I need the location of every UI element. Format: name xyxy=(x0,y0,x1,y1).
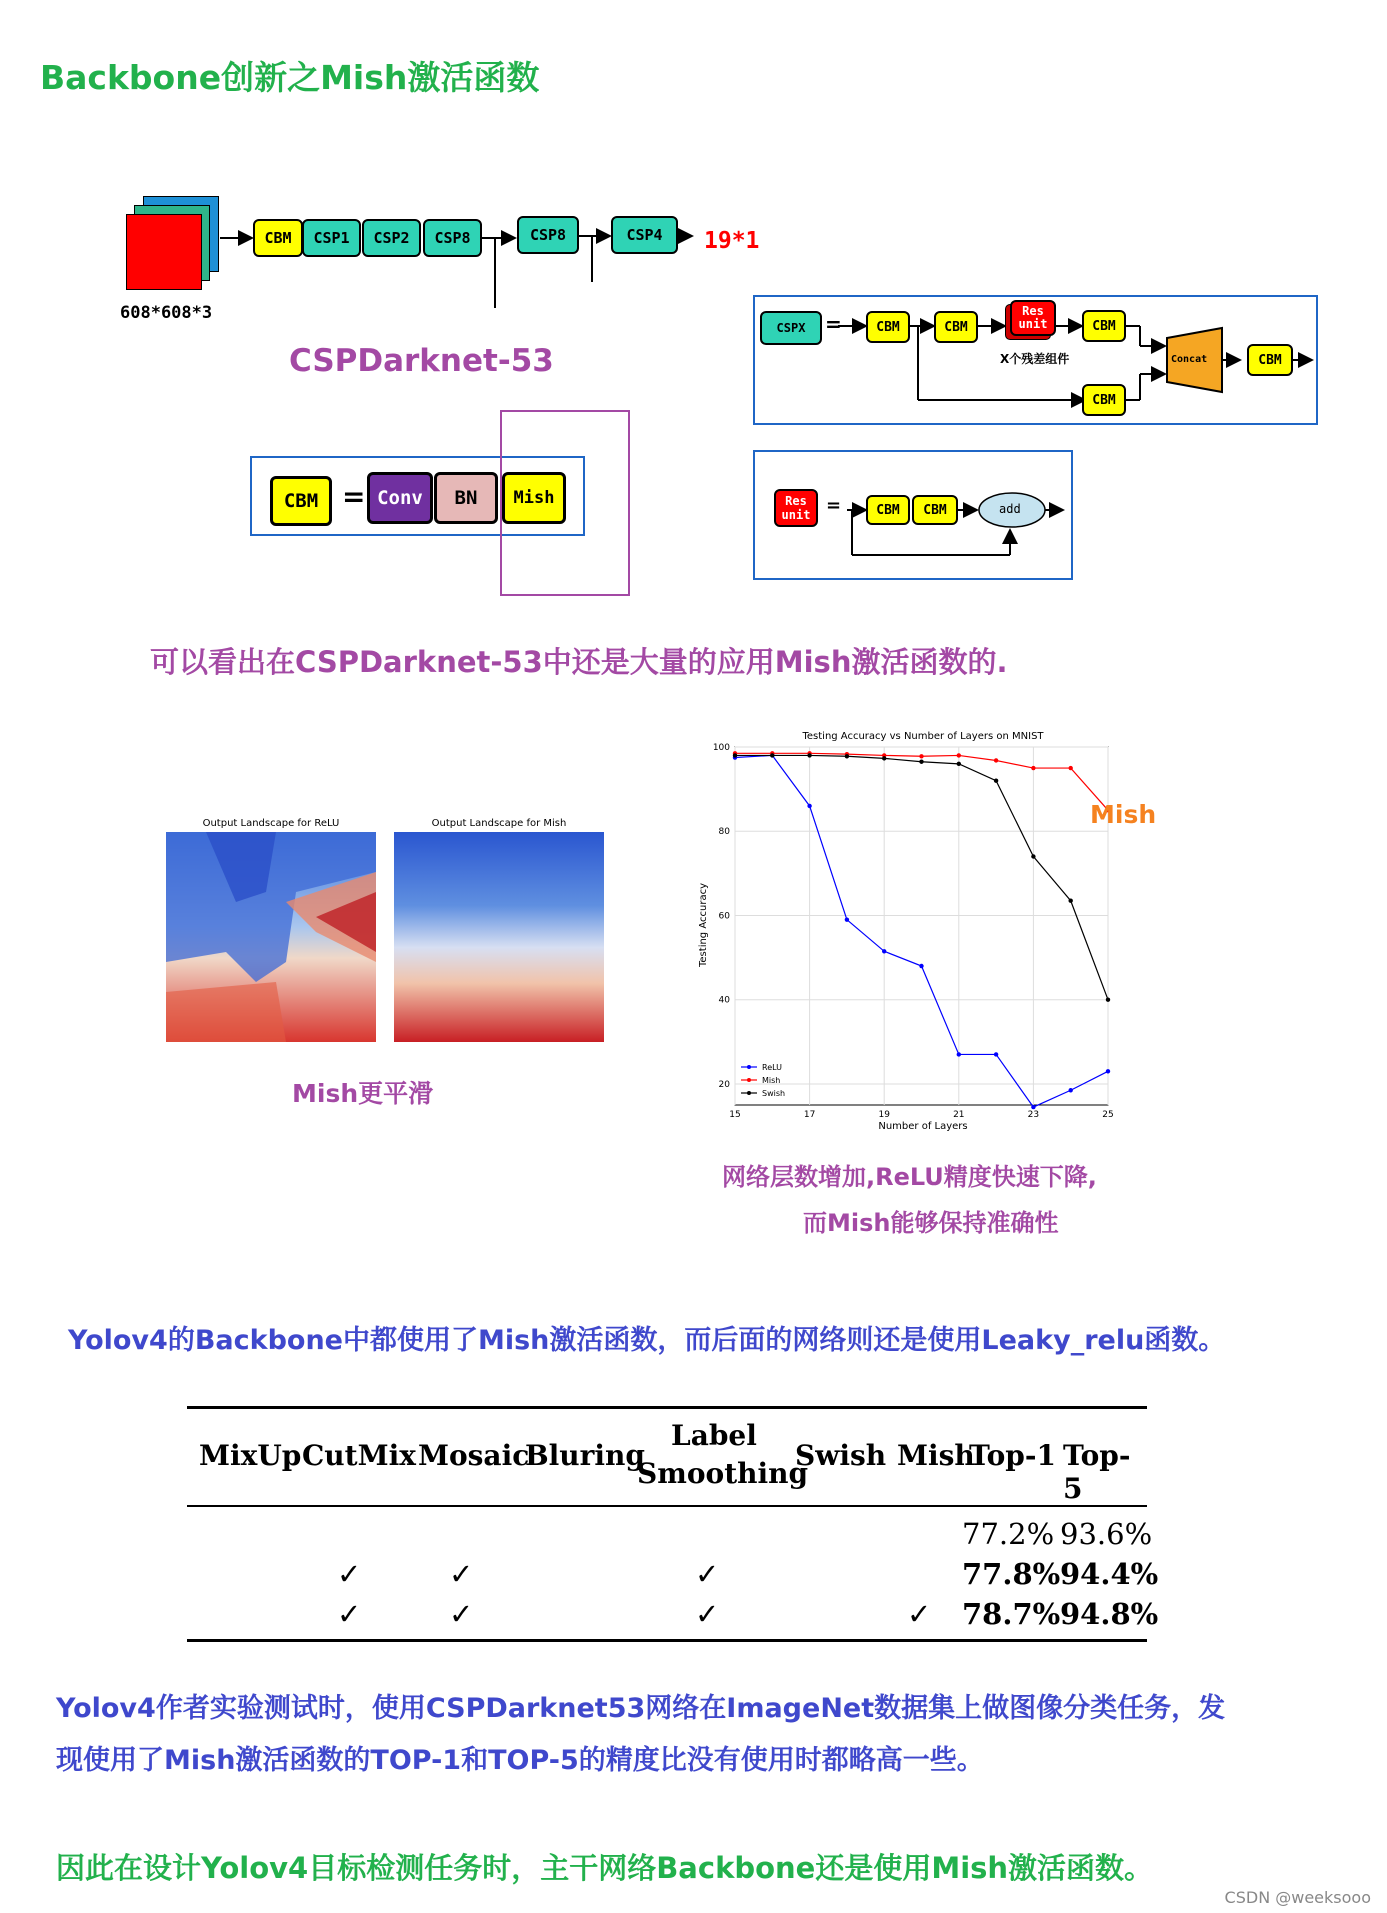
table-row xyxy=(187,1517,1153,1557)
row3-label-smoothing-check: ✓ xyxy=(695,1597,720,1631)
chart-point-mish xyxy=(1031,766,1035,770)
table-body xyxy=(187,1507,1159,1639)
backbone-block-csp8-a: CSP8 xyxy=(423,219,482,257)
chart-point-swish xyxy=(807,753,811,757)
header-cutmix: CutMix xyxy=(302,1439,416,1472)
resunit-cbm-1: CBM xyxy=(866,495,910,525)
chart-legend xyxy=(741,1063,785,1098)
row1-top5: 93.6% xyxy=(1060,1517,1153,1551)
header-mish: Mish xyxy=(897,1439,975,1472)
page-title: Backbone创新之Mish激活函数 xyxy=(40,58,540,97)
chart-point-relu xyxy=(1106,1069,1110,1073)
chart-series-line-swish xyxy=(735,755,1108,999)
note-experiment-line2: 现使用了Mish激活函数的TOP-1和TOP-5的精度比没有使用时都略高一些。 xyxy=(56,1745,984,1776)
landscape-caption: Mish更平滑 xyxy=(292,1079,434,1108)
chart-legend-marker-relu xyxy=(747,1065,751,1069)
note-leaky-relu: Yolov4的Backbone中都使用了Mish激活函数，而后面的网络则还是使用Leaky_relu函数。 xyxy=(68,1325,1226,1356)
row3-mixup-check: ✓ xyxy=(337,1597,362,1631)
chart-xtick-label: 15 xyxy=(729,1110,741,1120)
chart-point-relu xyxy=(845,917,849,921)
chart-xtick-label: 21 xyxy=(953,1110,965,1120)
backbone-block-csp8-b: CSP8 xyxy=(517,216,579,254)
chart-legend-label-relu: ReLU xyxy=(762,1063,783,1072)
row1-top1: 77.2% xyxy=(962,1517,1055,1551)
header-label: Label xyxy=(671,1419,757,1452)
chart-point-swish xyxy=(770,753,774,757)
chart-frame xyxy=(735,747,1108,1105)
resunit-lhs-line1: Res xyxy=(785,494,807,508)
cspx-cbm-3: CBM xyxy=(1082,310,1126,342)
chart-ytick-label: 40 xyxy=(718,995,730,1006)
cbm-bn: BN xyxy=(434,472,498,524)
cbm-mish: Mish xyxy=(502,472,566,524)
cspx-res-line1: Res xyxy=(1022,304,1044,318)
chart-point-mish xyxy=(957,753,961,757)
chart-legend-label-swish: Swish xyxy=(762,1089,786,1098)
backbone-output: 19*1 xyxy=(704,228,760,254)
chart-point-swish xyxy=(994,778,998,782)
chart-xtick-label: 25 xyxy=(1102,1110,1114,1120)
cspx-cbm-2: CBM xyxy=(934,311,978,343)
cbm-lhs: CBM xyxy=(270,476,332,526)
row2-top5: 94.4% xyxy=(1060,1557,1159,1591)
header-swish: Swish xyxy=(795,1439,887,1472)
chart-point-relu xyxy=(957,1052,961,1056)
backbone-caption: CSPDarknet-53 xyxy=(289,343,554,379)
backbone-block-cbm: CBM xyxy=(253,219,303,257)
row2-mosaic-check: ✓ xyxy=(449,1557,474,1591)
resunit-cbm-2: CBM xyxy=(912,495,958,525)
chart-point-relu xyxy=(994,1052,998,1056)
note-mish-usage: 可以看出在CSPDarknet-53中还是大量的应用Mish激活函数的. xyxy=(150,645,1008,679)
cspx-cbm-5: CBM xyxy=(1247,344,1293,376)
cbm-conv: Conv xyxy=(367,472,433,524)
chart-ytick-label: 60 xyxy=(718,911,730,922)
chart-point-relu xyxy=(807,804,811,808)
chart-point-mish xyxy=(994,758,998,762)
table-row xyxy=(187,1557,1159,1597)
chart-ylabel: Testing Accuracy xyxy=(698,883,709,967)
header-smoothing: Smoothing xyxy=(637,1457,809,1490)
backbone-block-csp2: CSP2 xyxy=(362,219,421,257)
header-top1: Top-1 xyxy=(969,1439,1056,1472)
header-mosaic: Mosaic xyxy=(418,1439,530,1472)
chart-xtick-label: 23 xyxy=(1027,1110,1040,1120)
chart-title: Testing Accuracy vs Number of Layers on MNIST xyxy=(802,731,1044,742)
resunit-lhs xyxy=(774,489,818,527)
table-row xyxy=(187,1597,1159,1637)
row3-top1: 78.7% xyxy=(962,1597,1061,1631)
cspx-equals: = xyxy=(825,312,842,336)
cspx-lhs: CSPX xyxy=(760,311,822,345)
chart-series-line-relu xyxy=(735,755,1108,1107)
chart-legend-label-mish: Mish xyxy=(762,1076,781,1085)
row2-label-smoothing-check: ✓ xyxy=(695,1557,720,1591)
chart-annotation-mish: Mish xyxy=(1090,800,1157,829)
row3-top5: 94.8% xyxy=(1060,1597,1159,1631)
chart-point-relu xyxy=(1031,1105,1035,1109)
chart-point-swish xyxy=(882,756,886,760)
chart-point-swish xyxy=(919,760,923,764)
note-conclusion: 因此在设计Yolov4目标检测任务时，主干网络Backbone还是使用Mish激活函数。 xyxy=(56,1851,1154,1885)
chart-point-mish xyxy=(1069,766,1073,770)
chart-point-relu xyxy=(882,949,886,953)
input-size-label: 608*608*3 xyxy=(120,303,213,323)
chart-grid xyxy=(735,747,1108,1105)
cspx-concat: Concat xyxy=(1171,354,1208,365)
chart-caption-line2: 而Mish能够保持准确性 xyxy=(803,1209,1059,1237)
header-bluring: Bluring xyxy=(525,1439,645,1472)
relu-landscape xyxy=(166,832,376,1042)
table-bottom-rule xyxy=(187,1639,1147,1642)
resunit-equals: = xyxy=(826,495,842,516)
chart-lines xyxy=(733,751,1110,1109)
chart-xtick-label: 19 xyxy=(878,1110,890,1120)
cspx-cbm-1: CBM xyxy=(866,311,910,343)
chart-legend-marker-swish xyxy=(747,1091,751,1095)
chart-ytick-label: 20 xyxy=(718,1079,730,1090)
accuracy-chart xyxy=(690,725,1120,1135)
row3-mish-check: ✓ xyxy=(907,1597,932,1631)
backbone-block-csp1: CSP1 xyxy=(302,219,361,257)
mish-landscape-title: Output Landscape for Mish xyxy=(431,818,567,829)
note-experiment-line1: Yolov4作者实验测试时，使用CSPDarknet53网络在ImageNet数据集上做图像分类任务，发 xyxy=(56,1693,1226,1724)
chart-xtick-label: 17 xyxy=(803,1110,816,1120)
chart-point-swish xyxy=(733,753,737,757)
header-top5: Top-5 xyxy=(1063,1439,1131,1505)
chart-ytick-label: 80 xyxy=(718,827,730,838)
watermark: CSDN @weeksooo xyxy=(1224,1888,1371,1907)
cspx-res-note: X个残差组件 xyxy=(1000,352,1070,366)
chart-caption-line1: 网络层数增加,ReLU精度快速下降, xyxy=(722,1163,1097,1191)
relu-landscape-title: Output Landscape for ReLU xyxy=(202,818,340,829)
cbm-equals: = xyxy=(342,480,366,513)
resunit-add: add xyxy=(999,502,1021,516)
chart-point-relu xyxy=(1069,1088,1073,1092)
chart-point-relu xyxy=(919,964,923,968)
chart-point-swish xyxy=(845,754,849,758)
row2-top1: 77.8% xyxy=(962,1557,1061,1591)
row2-mixup-check: ✓ xyxy=(337,1557,362,1591)
chart-point-swish xyxy=(1106,998,1110,1002)
cspx-res-line2: unit xyxy=(1018,317,1048,331)
table-header xyxy=(187,1409,1147,1505)
chart-point-swish xyxy=(1069,899,1073,903)
chart-point-swish xyxy=(1031,854,1035,858)
results-table-wrapper xyxy=(187,1406,1159,1642)
chart-legend-marker-mish xyxy=(747,1078,751,1082)
mish-landscape xyxy=(394,832,604,1042)
resunit-lhs-line2: unit xyxy=(781,508,811,522)
backbone-block-csp4: CSP4 xyxy=(611,216,678,254)
header-mixup: MixUp xyxy=(199,1439,302,1472)
chart-xlabel: Number of Layers xyxy=(878,1121,968,1132)
chart-point-mish xyxy=(919,754,923,758)
cspx-cbm-4: CBM xyxy=(1082,384,1126,416)
row3-mosaic-check: ✓ xyxy=(449,1597,474,1631)
chart-ytick-label: 100 xyxy=(712,743,730,753)
chart-point-swish xyxy=(957,762,961,766)
